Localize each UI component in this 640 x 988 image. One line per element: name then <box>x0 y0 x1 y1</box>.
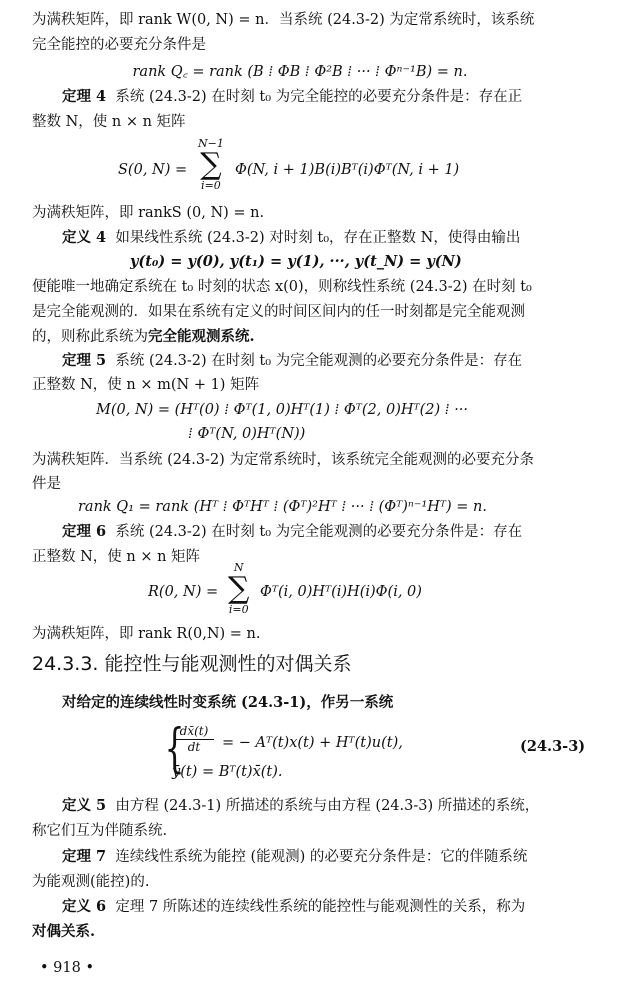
theorem-6 <box>62 522 522 542</box>
text-line <box>32 327 255 347</box>
text-line: 为能观测(能控)的. <box>32 874 150 890</box>
equation-rank-qc: rank Q꜀ = rank (B ⁞ ΦB ⁞ Φ²B ⁞ ··· ⁞ Φⁿ⁻¹B) = n. <box>132 64 468 80</box>
definition-label: 定义 4 <box>62 229 107 246</box>
equation-lhs: S(0, N) = <box>118 162 188 178</box>
definition-label: 定义 6 <box>62 898 107 915</box>
summation-icon: N−1 ∑ i=0 <box>198 137 224 192</box>
text: 的，则称此系统为 <box>32 329 148 345</box>
text-line: 是完全能观测的．如果在系统有定义的时间区间内的任一时刻都是完全能观测 <box>32 304 525 320</box>
term-bold: 完全能观测系统. <box>148 328 255 345</box>
equation-line-1: = − Aᵀ(t)x(t) + Hᵀ(t)u(t), <box>222 735 403 751</box>
summation-icon: N ∑ i=0 <box>228 561 250 616</box>
text-line: 称它们互为伴随系统. <box>32 823 168 839</box>
text-line: 正整数 N，使 n × n 矩阵 <box>32 549 201 565</box>
text-line: 为满秩矩阵．当系统 (24.3-2) 为定常系统时，该系统完全能观测的必要充分条 <box>32 452 534 468</box>
theorem-label: 定理 5 <box>62 352 107 369</box>
text-line: 为满秩矩阵，即 rankS (0, N) = n. <box>32 205 265 221</box>
equation-outputs: y(t₀) = y(0), y(t₁) = y(1), ···, y(t_N) = y(N) <box>130 253 462 270</box>
denominator: dt <box>187 740 201 754</box>
definition-text: 定理 7 所陈述的连续线性系统的能控性与能观测性的关系，称为 <box>115 899 526 915</box>
theorem-5 <box>62 351 522 371</box>
equation-rank-qt: rank Q₁ = rank (Hᵀ ⁞ ΦᵀHᵀ ⁞ (Φᵀ)²Hᵀ ⁞ ··· ⁞ (Φᵀ)ⁿ⁻¹Hᵀ) = n. <box>78 499 487 515</box>
equation-rhs: Φᵀ(i, 0)Hᵀ(i)H(i)Φ(i, 0) <box>260 584 422 600</box>
theorem-text: 系统 (24.3-2) 在时刻 t₀ 为完全能观测的必要充分条件是：存在 <box>115 524 523 540</box>
theorem-label: 定理 7 <box>62 848 107 865</box>
equation-lhs: R(0, N) = <box>148 584 219 600</box>
definition-text: 由方程 (24.3-1) 所描述的系统与由方程 (24.3-3) 所描述的系统， <box>115 798 540 814</box>
fraction <box>174 724 214 755</box>
theorem-text: 系统 (24.3-2) 在时刻 t₀ 为完全能观测的必要充分条件是：存在 <box>115 353 523 369</box>
text-line: 对给定的连续线性时变系统 (24.3-1)，作另一系统 <box>62 694 394 711</box>
theorem-4 <box>62 87 522 107</box>
theorem-label: 定理 4 <box>62 88 107 105</box>
definition-4 <box>62 228 520 248</box>
definition-5 <box>62 796 539 816</box>
text-line: 对偶关系. <box>32 923 96 940</box>
equation-rhs: Φ(N, i + 1)B(i)Bᵀ(i)Φᵀ(N, i + 1) <box>235 162 460 178</box>
theorem-text: 系统 (24.3-2) 在时刻 t₀ 为完全能控的必要充分条件是：存在正 <box>115 89 523 105</box>
definition-label: 定义 5 <box>62 797 107 814</box>
sum-upper: N−1 <box>198 137 224 150</box>
text-line: 件是 <box>32 476 61 492</box>
definition-text: 如果线性系统 (24.3-2) 对时刻 t₀，存在正整数 N，使得由输出 <box>115 230 521 246</box>
brace-icon: { <box>164 719 185 779</box>
definition-6 <box>62 897 525 917</box>
equation-m-cont: ⁞ Φᵀ(N, 0)Hᵀ(N)) <box>188 426 306 442</box>
sum-lower: i=0 <box>228 603 249 616</box>
text-line: 为满秩矩阵，即 rank R(0,N) = n. <box>32 626 261 642</box>
text-line: 便能唯一地确定系统在 t₀ 时刻的状态 x(0)，则称线性系统 (24.3-2) 在时刻 t₀ <box>32 279 532 295</box>
theorem-text: 连续线性系统为能控 (能观测) 的必要充分条件是：它的伴随系统 <box>115 849 528 865</box>
section-heading: 24.3.3. 能控性与能观测性的对偶关系 <box>32 653 352 675</box>
text-line: 正整数 N，使 n × m(N + 1) 矩阵 <box>32 377 260 393</box>
page-number: • 918 • <box>40 960 94 976</box>
sum-lower: i=0 <box>201 179 221 192</box>
numerator: dx̄(t) <box>179 724 209 738</box>
text-line: 完全能控的必要充分条件是 <box>32 37 206 53</box>
sum-upper: N <box>233 561 244 574</box>
text-line: 整数 N，使 n × n 矩阵 <box>32 114 186 130</box>
theorem-label: 定理 6 <box>62 523 107 540</box>
theorem-7 <box>62 847 527 867</box>
equation-number: (24.3-3) <box>520 738 586 755</box>
equation-line-2: ȳ(t) = Bᵀ(t)x̄(t). <box>172 764 283 780</box>
text-line: 为满秩矩阵，即 rank W(0, N) = n．当系统 (24.3-2) 为定常系统时，该系统 <box>32 12 535 28</box>
equation-m: M(0, N) = (Hᵀ(0) ⁞ Φᵀ(1, 0)Hᵀ(1) ⁞ Φᵀ(2, 0)Hᵀ(2) ⁞ ··· <box>96 402 469 418</box>
